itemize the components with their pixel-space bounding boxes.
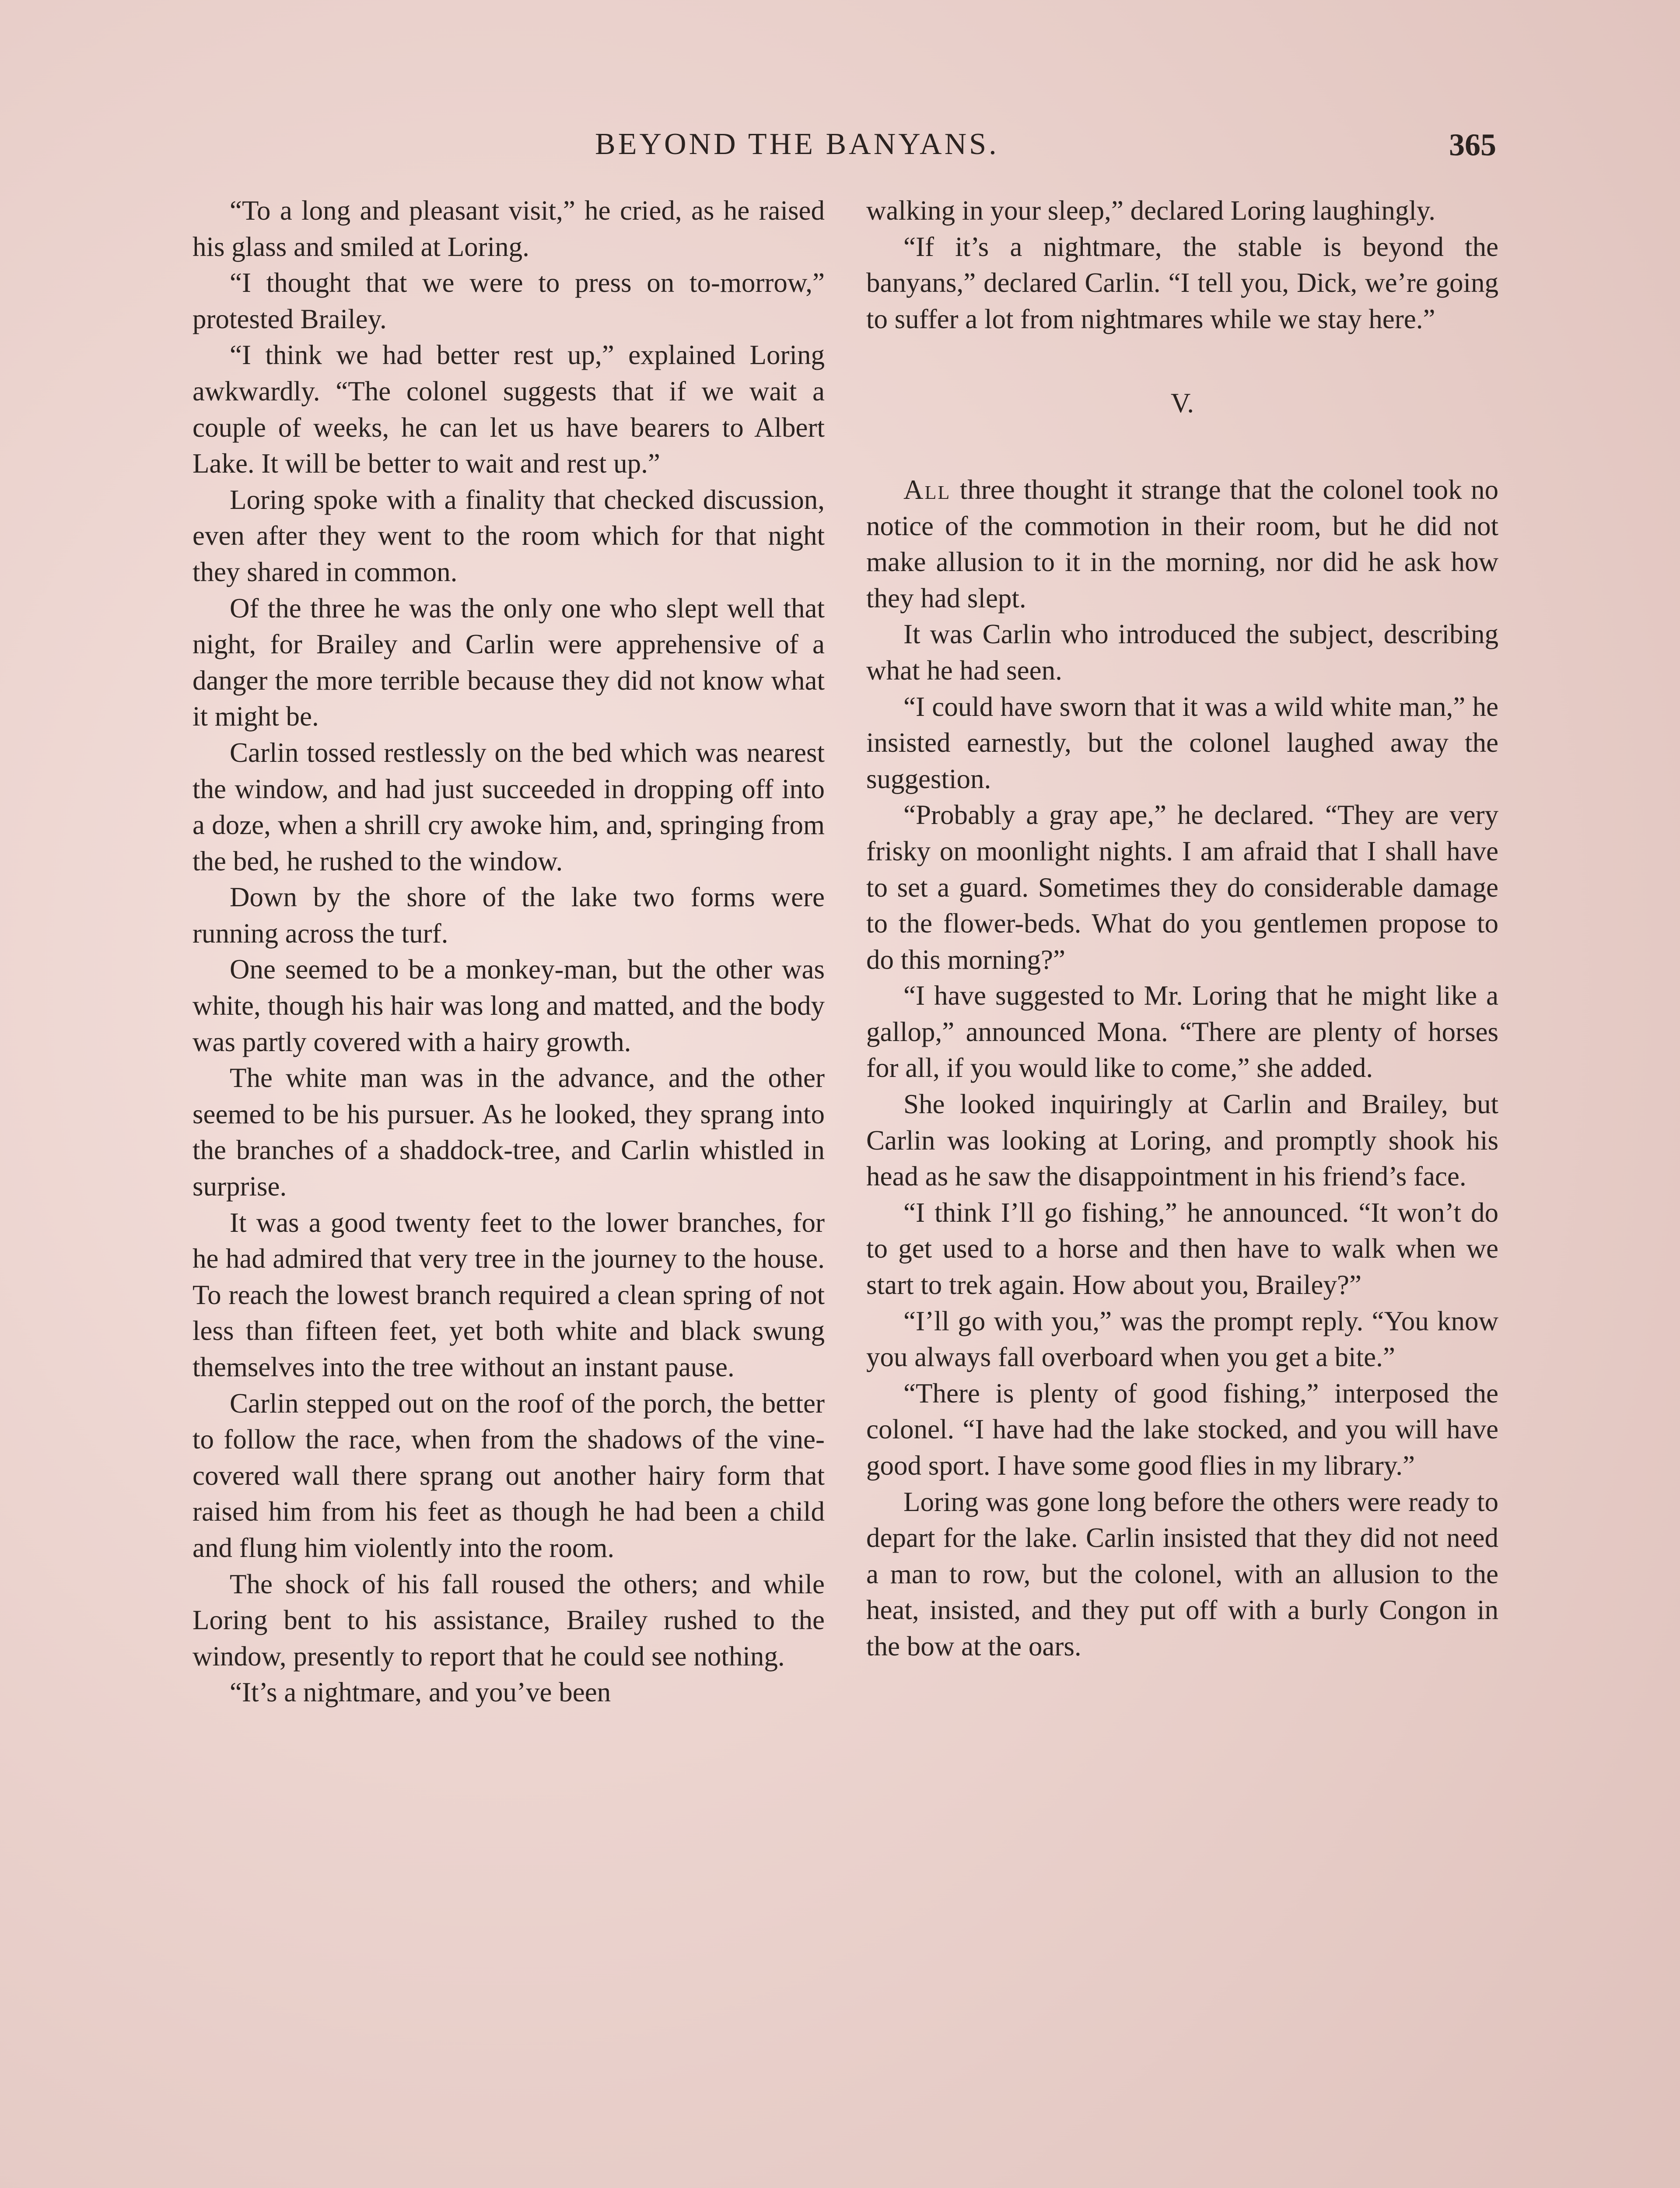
page-number: 365 — [1449, 127, 1496, 162]
opening-small-caps: All — [903, 474, 951, 505]
paragraph: The white man was in the advance, and the other seemed to be his pursuer. As he looked, they sprang into the branches of a shaddock-tree, and Carlin whistled in surprise. — [192, 1062, 825, 1202]
paragraph: She looked inquiringly at Carlin and Brailey, but Carlin was looking at Loring, and promptly shook his head as he saw the disappointment in his friend’s face. — [866, 1089, 1498, 1192]
paragraph: Down by the shore of the lake two forms were running across the turf. — [192, 882, 825, 949]
paragraph: “If it’s a nightmare, the stable is beyond the banyans,” declared Carlin. “I tell you, Dick, we’re going to suffer a lot from nightmares while we stay here.” — [866, 231, 1498, 334]
paragraph: Loring was gone long before the others were ready to depart for the lake. Carlin insisted that they did not need a man to row, but the colonel, with an allusion to the heat, insisted, and they put off with a burly Congon in the bow at the oars. — [866, 1486, 1498, 1662]
paragraph: One seemed to be a monkey-man, but the other was white, though his hair was long and matted, and the body was partly covered with a hairy growth. — [192, 954, 825, 1057]
paragraph: It was a good twenty feet to the lower branches, for he had admired that very tree in the journey to the house. To reach the lowest branch required a clean spring of not less than fifteen feet, yet both white and black swung themselves into the tree without an instant pause. — [192, 1207, 825, 1382]
paragraph: “I think I’ll go fishing,” he announced. “It won’t do to get used to a horse and then have to walk when we start to trek again. How about you, Brailey?” — [866, 1197, 1498, 1301]
paragraph: “I’ll go with you,” was the prompt reply. “You know you always fall overboard when you get a bite.” — [866, 1305, 1498, 1373]
section-heading: V. — [1170, 388, 1194, 419]
page-header — [192, 127, 1496, 166]
paragraph: “I think we had better rest up,” explained Loring awkwardly. “The colonel suggests that if we wait a couple of weeks, he can let us have bearers to Albert Lake. It will be better to wait and rest up.” — [192, 340, 825, 479]
paragraph: “I have suggested to Mr. Loring that he might like a gallop,” announced Mona. “There are plenty of horses for all, if you would like to come,” she added. — [866, 980, 1498, 1083]
right-column — [866, 193, 1498, 1665]
left-column — [192, 193, 825, 1711]
paragraph: Carlin tossed restlessly on the bed which was nearest the window, and had just succeeded in dropping off into a doze, when a shrill cry awoke him, and, springing from the bed, he rushed to the window. — [192, 737, 825, 877]
paragraph: Of the three he was the only one who slept well that night, for Brailey and Carlin were apprehensive of a danger the more terrible because they did not know what it might be. — [192, 593, 825, 732]
paragraph: “It’s a nightmare, and you’ve been — [230, 1677, 611, 1708]
section-opening-paragraph — [866, 472, 1498, 616]
paragraph: “There is plenty of good fishing,” interposed the colonel. “I have had the lake stocked, and you will have good sport. I have some good flies in my library.” — [866, 1378, 1498, 1481]
paragraph: “Probably a gray ape,” he declared. “They are very frisky on moonlight nights. I am afraid that I shall have to set a guard. Sometimes they do considerable damage to the flower-beds. What do you gentlemen propose to do this morning?” — [866, 799, 1498, 975]
paragraph: Loring spoke with a finality that checked discussion, even after they went to the room which for that night they shared in common. — [192, 484, 825, 587]
paragraph: “I could have sworn that it was a wild white man,” he insisted earnestly, but the colonel laughed away the suggestion. — [866, 691, 1498, 794]
paragraph-continued: walking in your sleep,” declared Loring laughingly. — [866, 195, 1436, 226]
paragraph: The shock of his fall roused the others; and while Loring bent to his assistance, Brailey rushed to the window, presently to report that he could see nothing. — [192, 1568, 825, 1672]
paragraph: Carlin stepped out on the roof of the porch, the better to follow the race, when from the shadows of the vine-covered wall there sprang out another hairy form that raised him from his feet as though he had been a child and flung him violently into the room. — [192, 1388, 825, 1563]
opening-text: three thought it strange that the colonel took no notice of the commotion in their room, but he did not make allusion to it in the morning, nor did he ask how they had slept. — [866, 474, 1498, 614]
paragraph: “I thought that we were to press on to-morrow,” protested Brailey. — [192, 267, 825, 334]
paragraph: It was Carlin who introduced the subject, describing what he had seen. — [866, 619, 1498, 686]
paragraph: “To a long and pleasant visit,” he cried, as he raised his glass and smiled at Loring. — [192, 195, 825, 262]
running-title: BEYOND THE BANYANS. — [595, 127, 999, 161]
